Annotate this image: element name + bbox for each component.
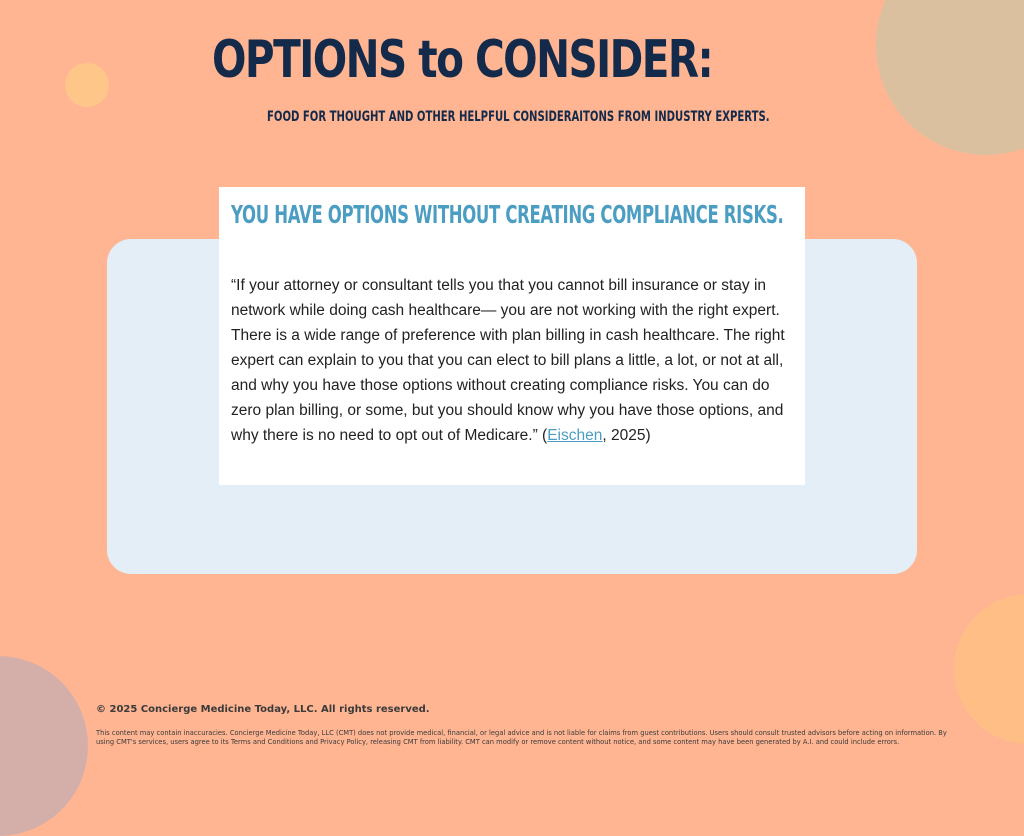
decorative-circle-top-right <box>876 0 1024 155</box>
copyright-notice: © 2025 Concierge Medicine Today, LLC. All rights reserved. <box>96 704 430 715</box>
page-subtitle: FOOD FOR THOUGHT AND OTHER HELPFUL CONSIDERAITONS FROM INDUSTRY EXPERTS. <box>267 109 770 125</box>
decorative-circle-bottom-right <box>954 594 1024 744</box>
citation-link[interactable]: Eischen <box>547 427 603 444</box>
page-title: OPTIONS to CONSIDER: <box>212 30 713 90</box>
decorative-circle-small-left <box>65 63 109 107</box>
disclaimer-text: This content may contain inaccuracies. Concierge Medicine Today, LLC (CMT) does not provide medical, financial, or legal advice and is not liable for claims from guest contributions. Users should consult trusted advisors before acting on information. By using CMT's services, users agree to its Terms and Conditions and Privacy Policy, releasing CMT from liability. CMT can modify or remove content without notice, and some content may have been generated by A.I. and could include errors. <box>96 729 947 746</box>
quote-card <box>219 187 805 485</box>
quote-heading: YOU HAVE OPTIONS WITHOUT CREATING COMPLIANCE RISKS. <box>231 200 784 229</box>
citation-year: , 2025) <box>602 427 651 444</box>
quote-body: “If your attorney or consultant tells you that you cannot bill insurance or stay in network while doing cash healthcare— you are not working with the right expert. There is a wide range of preference with plan billing in cash healthcare. The right expert can explain to you that you can elect to bill plans a little, a lot, or not at all, and why you have those options without creating compliance risks. You can do zero plan billing, or some, but you should know why you have those options, and why there is no need to opt out of Medicare.” ( <box>231 277 785 444</box>
quote-text <box>231 273 791 448</box>
decorative-circle-bottom-left <box>0 656 88 836</box>
